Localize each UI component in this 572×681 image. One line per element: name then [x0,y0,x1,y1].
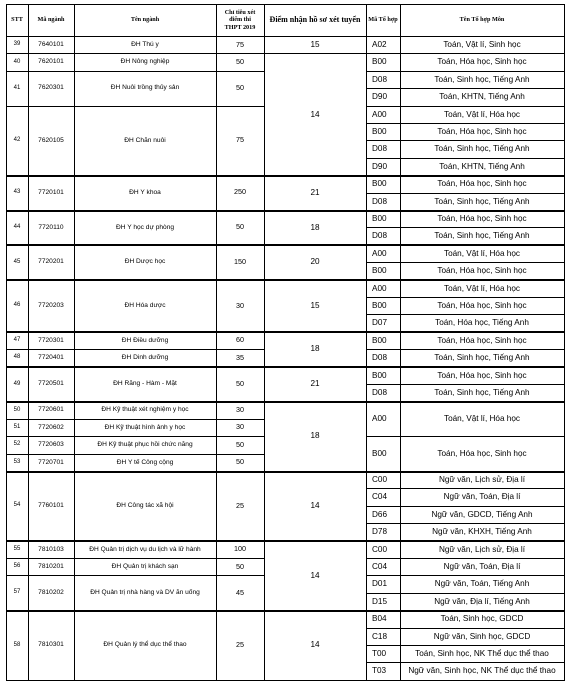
combo-subjects-cell: Toán, Sinh học, Tiếng Anh [434,74,530,84]
major-code-cell: 7620101 [38,58,64,66]
quota-cell: 75 [236,39,244,49]
major-name-cell: ĐH Thú y [131,40,159,48]
quota-cell: 25 [236,639,244,649]
major-name-cell: ĐH Quản trị nhà hàng và DV ăn uống [90,589,200,596]
combo-subjects-cell: Toán, Sinh học, Tiếng Anh [434,231,530,241]
major-code-cell: 7810301 [38,641,64,649]
major-name-cell: ĐH Kỹ thuật phục hồi chức năng [97,441,193,449]
combo-code-cell: D08 [372,74,388,84]
combo-subjects-cell: Toán, Hóa học, Sinh học [437,266,527,276]
group-separator [6,210,564,212]
combo-code-cell: D08 [372,144,388,154]
major-name-cell: ĐH Dược học [124,258,166,266]
combo-subjects-cell: Toán, KHTN, Tiếng Anh [439,161,525,171]
min-score-cell: 21 [310,187,320,197]
combo-subjects-cell: Toán, Hóa học, Sinh học [437,213,527,223]
major-name-cell: ĐH Răng - Hàm - Mặt [113,380,177,388]
combo-subjects-cell: Ngữ văn, Sinh học, NK Thể dục thể thao [408,666,556,676]
quota-cell: 35 [236,352,244,362]
group-separator [6,244,564,246]
combo-code-cell: B00 [372,335,387,345]
major-code-cell: 7760101 [38,502,64,509]
combo-subjects-cell: Toán, KHTN, Tiếng Anh [439,92,525,102]
quota-cell: 250 [234,187,246,197]
quota-cell: 30 [236,422,244,432]
stt-cell: 49 [13,380,21,387]
major-name-cell: ĐH Chăn nuôi [124,136,166,144]
quota-cell: 50 [236,561,244,571]
combo-subjects-cell: Ngữ văn, KHXH, Tiếng Anh [432,527,532,537]
stt-cell: 44 [13,223,21,230]
quota-cell: 30 [236,404,244,414]
column-border [216,4,217,681]
combo-subjects-cell: Toán, Vật lí, Hóa học [443,283,520,293]
combo-subjects-cell: Toán, Hóa học, Sinh học [437,448,527,458]
combo-code-cell: D08 [372,231,388,241]
combo-subjects-cell: Toán, Hóa học, Sinh học [437,335,527,345]
quota-cell: 25 [236,500,244,510]
combo-subjects-cell: Toán, Sinh học, GDCD [440,614,524,624]
quota-cell: 100 [234,544,246,554]
combo-subjects-cell: Ngữ văn, Lịch sử, Địa lí [438,474,526,484]
column-border [74,4,75,681]
header-combo-subjects: Tên Tổ hợp Môn [459,16,505,24]
min-score-cell: 14 [310,109,320,119]
combo-code-cell: A00 [372,283,387,293]
major-code-cell: 7720203 [38,301,64,309]
group-separator [6,331,564,333]
stt-cell: 54 [13,502,21,509]
major-code-cell: 7720603 [38,441,64,449]
group-separator [6,540,564,542]
header-major-name: Tên ngành [130,16,160,24]
combo-subjects-cell: Toán, Sinh học, Tiếng Anh [434,387,530,397]
stt-cell: 57 [13,589,21,596]
column-border [6,4,7,681]
major-code-cell: 7720301 [38,336,64,344]
combo-code-cell: D15 [372,596,388,606]
quota-cell: 50 [236,222,244,232]
major-code-cell: 7620301 [38,84,64,92]
header-quota: Chỉ tiêu xét điểm thi THPT 2019 [224,9,256,31]
combo-code-cell: A00 [372,109,387,119]
stt-cell: 46 [13,302,21,309]
quota-cell: 50 [236,56,244,66]
combo-subjects-cell: Ngữ văn, GDCD, Tiếng Anh [431,509,533,519]
major-name-cell: ĐH Y học dự phòng [115,223,175,231]
stt-cell: 39 [13,41,21,48]
major-code-cell: 7720101 [38,188,64,196]
combo-code-cell: C00 [372,474,388,484]
combo-subjects-cell: Toán, Sinh học, Tiếng Anh [434,353,530,363]
column-border [400,4,401,681]
stt-cell: 53 [13,458,21,465]
group-separator [6,610,564,612]
combo-subjects-cell: Ngữ văn, Lịch sử, Địa lí [438,544,526,554]
stt-cell: 50 [13,406,21,413]
stt-cell: 43 [13,189,21,196]
column-border [28,4,29,681]
combo-code-cell: T03 [372,666,387,676]
combo-subjects-cell: Ngữ văn, Địa lí, Tiếng Anh [434,596,530,606]
major-code-cell: 7720701 [38,458,64,466]
combo-subjects-cell: Ngữ văn, Toán, Địa lí [443,561,521,571]
major-code-cell: 7720602 [38,423,64,431]
combo-subjects-cell: Toán, Hóa học, Sinh học [437,57,527,67]
header-min-score: Điểm nhận hồ sơ xét tuyển [269,15,361,25]
combo-code-cell: D08 [372,353,388,363]
combo-code-cell: B00 [372,213,387,223]
combo-code-cell: C18 [372,631,388,641]
quota-cell: 30 [236,300,244,310]
major-name-cell: ĐH Quản trị dịch vụ du lịch và lữ hành [89,545,201,553]
major-name-cell: ĐH Quản lý thể dục thể thao [103,641,187,649]
major-code-cell: 7810201 [38,562,64,570]
combo-code-cell: C04 [372,561,388,571]
combo-subjects-cell: Toán, Vật lí, Sinh học [443,39,521,49]
quota-cell: 45 [236,587,244,597]
combo-subjects-cell: Ngữ văn, Sinh học, GDCD [433,631,531,641]
major-name-cell: ĐH Hóa dược [124,301,166,309]
combo-code-cell: D01 [372,579,388,589]
group-separator [6,471,564,473]
combo-subjects-cell: Toán, Sinh học, Tiếng Anh [434,144,530,154]
combo-code-cell: D90 [372,92,388,102]
major-name-cell: ĐH Công tác xã hội [116,502,174,509]
group-separator [6,279,564,281]
major-name-cell: ĐH Quản trị khách sạn [111,562,179,570]
combo-subjects-cell: Ngữ văn, Toán, Địa lí [443,492,521,502]
stt-cell: 41 [13,84,21,91]
combo-code-cell: D90 [372,161,388,171]
combo-code-cell: D08 [372,387,388,397]
group-separator [6,175,564,177]
major-name-cell: ĐH Y khoa [129,188,161,196]
min-score-cell: 18 [310,222,320,232]
min-score-cell: 18 [310,344,320,354]
major-code-cell: 7720601 [38,406,64,414]
major-name-cell: ĐH Nuôi trồng thủy sản [110,84,180,92]
table-top-border [6,4,564,5]
stt-cell: 55 [13,545,21,552]
combo-subjects-cell: Toán, Sinh học, NK Thể dục thể thao [415,648,549,658]
min-score-cell: 20 [310,257,320,267]
combo-code-cell: D66 [372,509,388,519]
min-score-cell: 14 [310,501,320,511]
combo-subjects-cell: Toán, Vật lí, Hóa học [443,414,520,424]
stt-cell: 47 [13,337,21,344]
major-code-cell: 7720110 [38,223,64,231]
header-stt: STT [11,16,23,24]
min-score-cell: 18 [310,431,320,441]
combo-code-cell: B00 [372,300,387,310]
major-name-cell: ĐH Kỹ thuật hình ảnh y học [104,423,186,431]
major-code-cell: 7720201 [38,258,64,266]
stt-cell: 58 [13,641,21,648]
quota-cell: 50 [236,83,244,93]
combo-subjects-cell: Toán, Vật lí, Hóa học [443,109,520,119]
group-separator [6,366,564,368]
major-name-cell: ĐH Y tế Công cộng [116,458,174,466]
quota-cell: 150 [234,257,246,267]
admission-table [6,4,564,676]
stt-cell: 40 [13,58,21,65]
combo-code-cell: A00 [372,248,387,258]
combo-code-cell: B04 [372,614,387,624]
min-score-cell: 14 [310,570,320,580]
major-code-cell: 7810202 [38,589,64,596]
min-score-cell: 15 [310,300,320,310]
stt-cell: 48 [13,354,21,361]
quota-cell: 50 [236,378,244,388]
combo-code-cell: C00 [372,544,388,554]
combo-code-cell: B00 [372,179,387,189]
quota-cell: 50 [236,439,244,449]
header-combo-code: Mã Tổ hợp [368,16,398,24]
major-code-cell: 7640101 [38,40,64,48]
quota-cell: 50 [236,457,244,467]
combo-code-cell: B00 [372,370,387,380]
stt-cell: 42 [13,136,21,143]
combo-subjects-cell: Toán, Vật lí, Hóa học [443,248,520,258]
major-code-cell: 7620105 [38,136,64,144]
combo-code-cell: T00 [372,648,387,658]
stt-cell: 51 [13,424,21,431]
min-score-cell: 14 [310,640,320,650]
major-code-cell: 7810103 [38,545,64,553]
major-name-cell: ĐH Nông nghiệp [120,58,170,66]
stt-cell: 45 [13,258,21,265]
major-code-cell: 7720501 [38,380,64,388]
combo-subjects-cell: Toán, Hóa học, Sinh học [437,300,527,310]
header-major-code: Mã ngành [37,16,65,24]
quota-cell: 75 [236,135,244,145]
min-score-cell: 21 [310,379,320,389]
combo-code-cell: D78 [372,527,388,537]
column-border [366,4,367,681]
combo-subjects-cell: Toán, Hóa học, Sinh học [437,370,527,380]
quota-cell: 60 [236,335,244,345]
combo-subjects-cell: Toán, Hóa học, Tiếng Anh [435,318,529,328]
combo-code-cell: B00 [372,448,387,458]
combo-code-cell: D07 [372,318,388,328]
combo-code-cell: A00 [372,414,387,424]
combo-code-cell: B00 [372,57,387,67]
column-border [264,4,265,681]
min-score-cell: 15 [310,39,320,49]
stt-cell: 52 [13,441,21,448]
header-bottom-border [6,36,564,37]
combo-subjects-cell: Ngữ văn, Toán, Tiếng Anh [434,579,530,589]
column-border [564,4,565,681]
major-name-cell: ĐH Kỹ thuật xét nghiệm y học [101,406,189,414]
group-separator [6,401,564,403]
combo-subjects-cell: Toán, Sinh học, Tiếng Anh [434,196,530,206]
combo-code-cell: D08 [372,196,388,206]
major-name-cell: ĐH Dinh dưỡng [121,354,169,362]
combo-code-cell: C04 [372,492,388,502]
combo-code-cell: A02 [372,39,387,49]
major-name-cell: ĐH Điều dưỡng [121,336,169,344]
major-code-cell: 7720401 [38,354,64,362]
stt-cell: 56 [13,563,21,570]
combo-code-cell: B00 [372,266,387,276]
combo-subjects-cell: Toán, Hóa học, Sinh học [437,179,527,189]
combo-code-cell: B00 [372,126,387,136]
combo-subjects-cell: Toán, Hóa học, Sinh học [437,126,527,136]
